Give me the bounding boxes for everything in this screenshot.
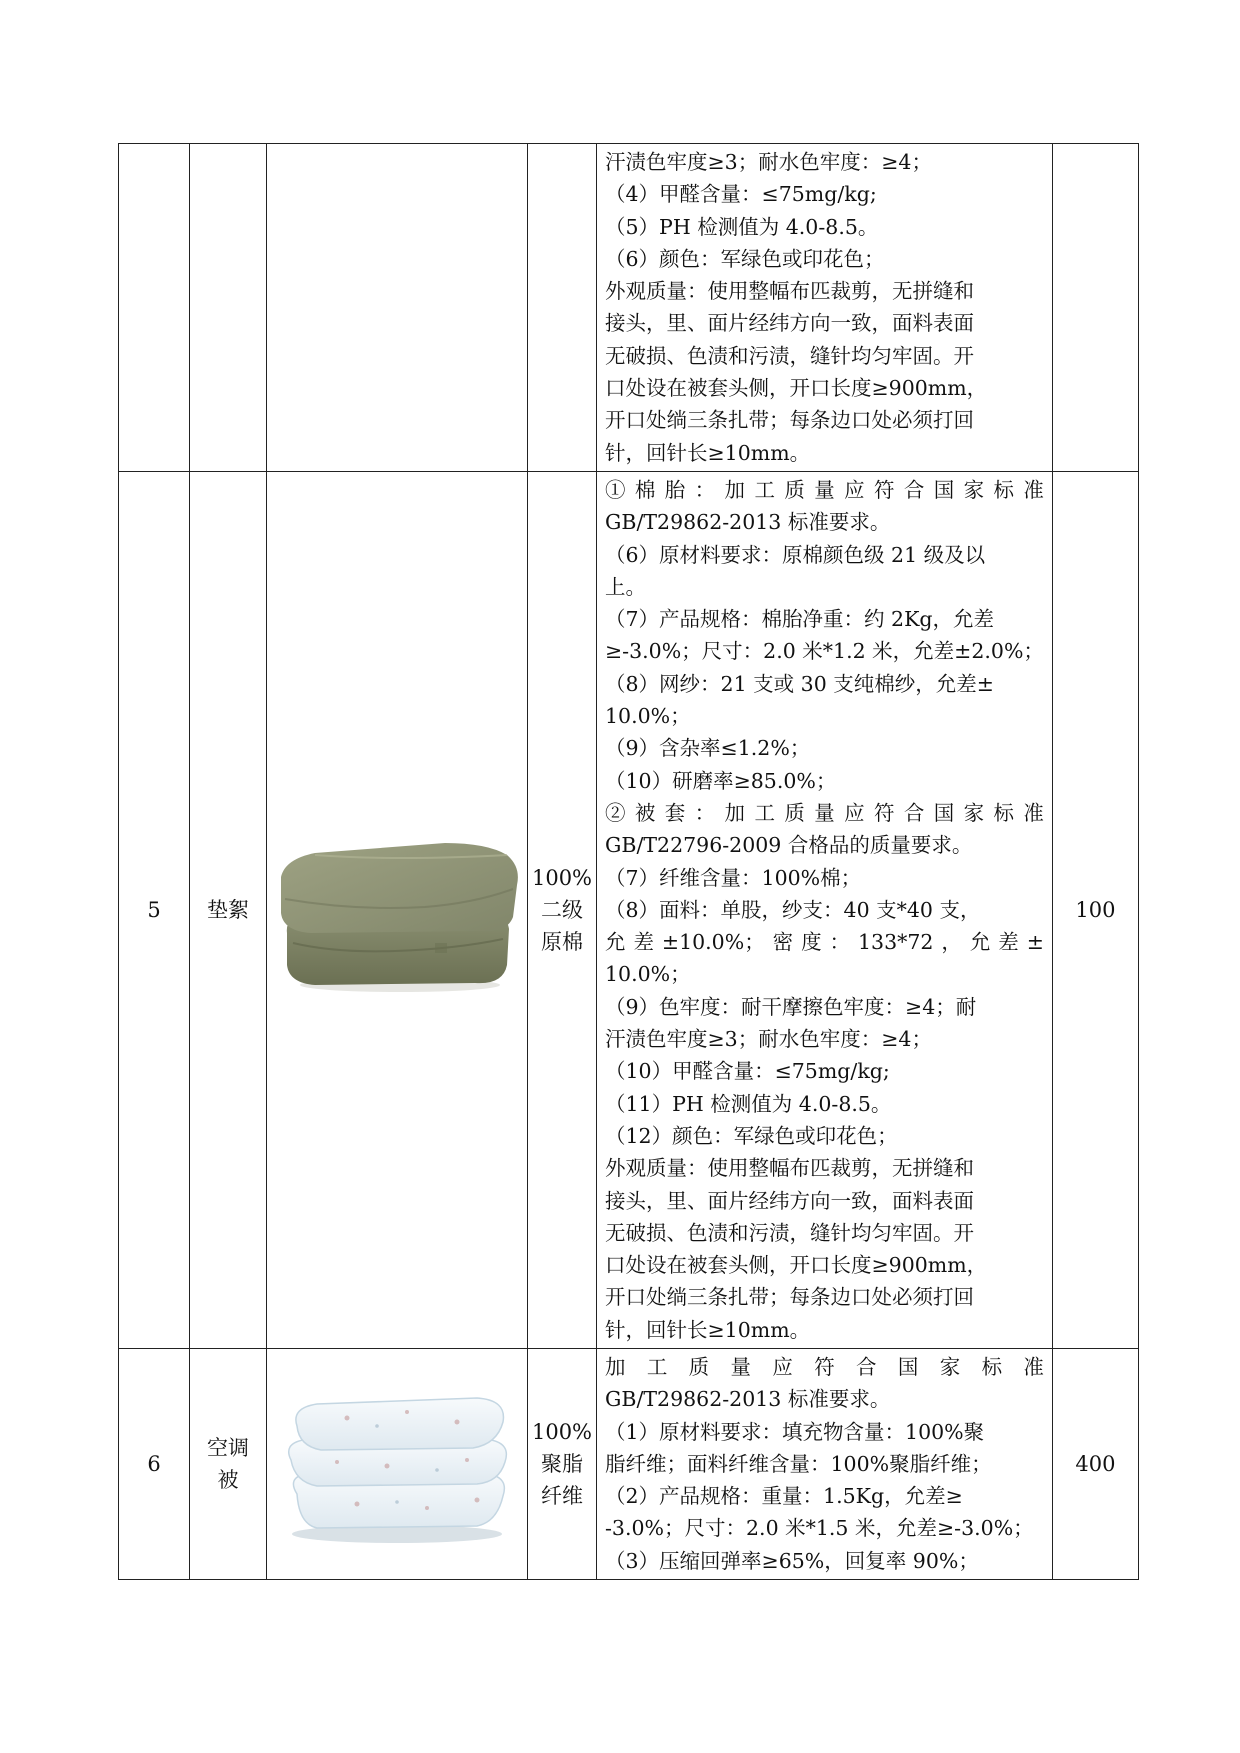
requirement-line: 接头，里、面片经纬方向一致，面料表面 xyxy=(605,311,974,336)
requirement-line: 汗渍色牢度≥3；耐水色牢度：≥4； xyxy=(605,150,932,174)
requirement-line: ≥-3.0%；尺寸：2.0 米*1.2 米，允差±2.0%； xyxy=(605,639,1044,664)
material-cell xyxy=(528,1348,597,1579)
item-name: 垫絮 xyxy=(207,897,249,922)
requirement-line: 脂纤维；面料纤维含量：100%聚脂纤维； xyxy=(605,1451,992,1476)
requirement-line: 口处设在被套头侧，开口长度≥900mm， xyxy=(605,1253,988,1278)
table-row xyxy=(119,144,1139,472)
requirement-line: 针，回针长≥10mm。 xyxy=(605,440,811,465)
white-quilt-photo xyxy=(277,1382,517,1547)
requirement-line: （7）纤维含量：100%棉； xyxy=(605,865,862,890)
quantity-cell: 400 xyxy=(1052,1348,1138,1579)
requirement-line: （3）压缩回弹率≥65%，回复率 90%； xyxy=(605,1548,979,1573)
material-cell xyxy=(528,471,597,1348)
requirement-line: （8）面料：单股，纱支：40 支*40 支， xyxy=(605,897,981,922)
requirement-line: 接头，里、面片经纬方向一致，面料表面 xyxy=(605,1188,974,1213)
image-cell xyxy=(267,471,528,1348)
row-number-cell xyxy=(119,144,190,472)
requirement-line: 开口处绱三条扎带；每条边口处必须打回 xyxy=(605,408,974,433)
requirements-cell xyxy=(597,471,1053,1348)
item-name-cell xyxy=(190,1348,267,1579)
image-cell xyxy=(267,144,528,472)
requirement-line: -3.0%；尺寸：2.0 米*1.5 米，允差≥-3.0%； xyxy=(605,1516,1034,1541)
spec-table xyxy=(118,143,1139,1580)
material-line: 聚脂 xyxy=(541,1452,583,1477)
table-row xyxy=(119,1348,1139,1579)
quantity-cell xyxy=(1052,144,1138,472)
item-name-cell xyxy=(190,471,267,1348)
item-name-cell xyxy=(190,144,267,472)
requirement-line: 针，回针长≥10mm。 xyxy=(605,1317,811,1342)
material-line: 100% xyxy=(531,865,593,890)
requirement-line: 开口处绱三条扎带；每条边口处必须打回 xyxy=(605,1285,974,1310)
quantity-cell: 100 xyxy=(1052,471,1138,1348)
requirement-line: （10）甲醛含量：≤75mg/kg; xyxy=(605,1059,890,1084)
requirements-cell xyxy=(597,1348,1053,1579)
requirement-line: 上。 xyxy=(605,574,646,599)
requirement-line: 无破损、色渍和污渍，缝针均匀牢固。开 xyxy=(605,343,974,368)
material-line: 100% xyxy=(531,1420,593,1445)
requirement-line: GB/T29862-2013 标准要求。 xyxy=(605,1387,891,1412)
requirement-line: （9）色牢度：耐干摩擦色牢度：≥4；耐 xyxy=(605,994,977,1019)
item-name: 被 xyxy=(217,1468,239,1493)
table-row xyxy=(119,471,1139,1348)
requirement-line: ①棉胎：加工质量应符合国家标准 xyxy=(605,477,1044,502)
requirement-line: 10.0%； xyxy=(605,704,691,729)
requirement-line: （6）颜色：军绿色或印花色； xyxy=(605,246,885,271)
material-line: 原棉 xyxy=(541,929,583,954)
requirement-line: （11）PH 检测值为 4.0-8.5。 xyxy=(605,1091,892,1116)
requirement-line: 加工质量应符合国家标准 xyxy=(605,1354,1044,1379)
item-name: 空调 xyxy=(207,1436,249,1461)
row-number-cell: 5 xyxy=(119,471,190,1348)
requirement-line: 10.0%； xyxy=(605,962,691,987)
requirement-line: 口处设在被套头侧，开口长度≥900mm， xyxy=(605,376,988,401)
requirement-line: （4）甲醛含量：≤75mg/kg; xyxy=(605,182,877,207)
requirement-line: 外观质量：使用整幅布匹裁剪，无拼缝和 xyxy=(605,1156,974,1181)
requirement-line: GB/T29862-2013 标准要求。 xyxy=(605,510,891,535)
material-line: 二级 xyxy=(541,897,583,922)
requirement-line: （6）原材料要求：原棉颜色级 21 级及以 xyxy=(605,542,986,567)
material-line: 纤维 xyxy=(541,1484,583,1509)
olive-quilt-photo xyxy=(275,825,520,995)
material-cell xyxy=(528,144,597,472)
requirement-line: ②被套：加工质量应符合国家标准 xyxy=(605,800,1044,825)
requirement-line: （7）产品规格：棉胎净重：约 2Kg，允差 xyxy=(605,607,995,632)
requirement-line: GB/T22796-2009 合格品的质量要求。 xyxy=(605,833,973,858)
requirement-line: （1）原材料要求：填充物含量：100%聚 xyxy=(605,1419,985,1444)
requirement-line: （2）产品规格：重量：1.5Kg，允差≥ xyxy=(605,1484,963,1509)
requirement-line: （5）PH 检测值为 4.0-8.5。 xyxy=(605,214,879,239)
requirement-line: （9）含杂率≤1.2%； xyxy=(605,736,811,761)
row-number-cell: 6 xyxy=(119,1348,190,1579)
requirements-cell xyxy=(597,144,1053,472)
requirement-line: 允差±10.0%；密度：133*72，允差± xyxy=(605,930,1044,955)
requirement-line: （8）网纱：21 支或 30 支纯棉纱，允差± xyxy=(605,671,994,696)
requirement-line: （10）研磨率≥85.0%； xyxy=(605,768,837,793)
requirement-line: 无破损、色渍和污渍，缝针均匀牢固。开 xyxy=(605,1220,974,1245)
requirement-line: 汗渍色牢度≥3；耐水色牢度：≥4； xyxy=(605,1027,932,1052)
image-cell xyxy=(267,1348,528,1579)
requirement-line: 外观质量：使用整幅布匹裁剪，无拼缝和 xyxy=(605,279,974,304)
requirement-line: （12）颜色：军绿色或印花色； xyxy=(605,1123,898,1148)
